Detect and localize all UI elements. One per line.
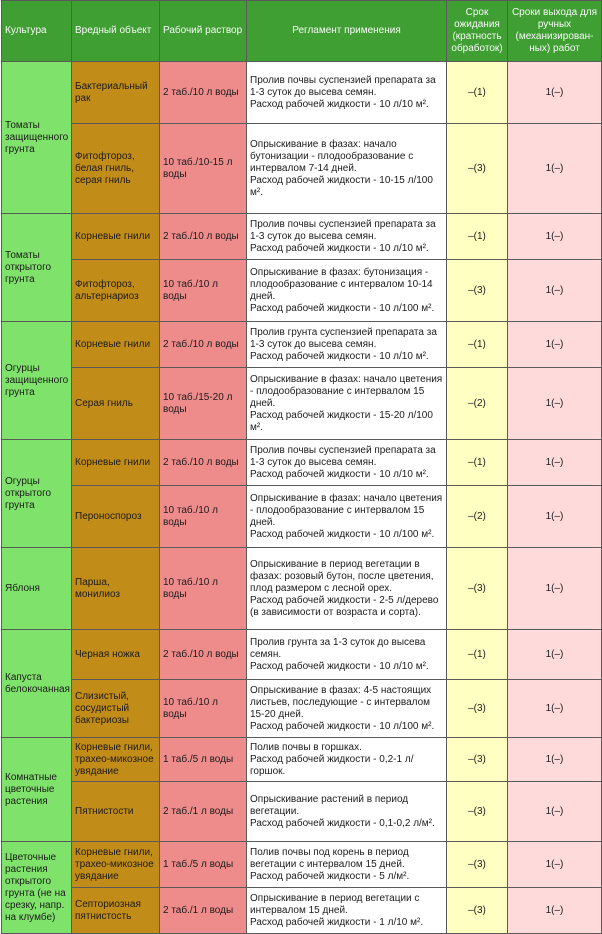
- regulation-line: Расход рабочей жидкости - 10 л/10 м².: [250, 468, 429, 480]
- regulation-line: Опрыскивание в период вегетации с интервалом 15 дней.: [250, 892, 420, 916]
- pest-cell: Корневые гнили: [72, 214, 160, 260]
- regulation-line: Опрыскивание в фазах: начало цветения - плодообразование с интервалом 15 дней.: [250, 373, 443, 409]
- regulation-line: Расход рабочей жидкости - 10 л/10 м².: [250, 242, 429, 254]
- pest-cell: Корневые гнили: [72, 322, 160, 368]
- pest-cell: Пероноспороз: [72, 486, 160, 548]
- waiting-cell: –(1): [447, 630, 508, 680]
- regulation-cell: [247, 322, 447, 368]
- header-solution: Рабочий раствор: [160, 1, 247, 62]
- regulation-line: Пролив почвы суспензией препарата за 1-3 суток до высева семян.: [250, 444, 436, 468]
- waiting-cell: –(1): [447, 62, 508, 124]
- pest-cell: Слизистый, сосудистый бактериозы: [72, 680, 160, 738]
- solution-cell: 2 таб./10 л воды: [160, 62, 247, 124]
- culture-cell: Капуста белокочанная: [2, 630, 72, 738]
- regulation-cell: [247, 548, 447, 630]
- waiting-cell: –(3): [447, 548, 508, 630]
- header-row: [2, 1, 602, 62]
- pest-cell: Септориозная пятнистость: [72, 888, 160, 934]
- culture-cell: Огурцы открытого грунта: [2, 440, 72, 548]
- regulation-line: Расход рабочей жидкости - 1 л/10 м².: [250, 916, 424, 928]
- exit-cell: 1(–): [508, 782, 602, 842]
- waiting-cell: –(1): [447, 214, 508, 260]
- waiting-cell: –(2): [447, 368, 508, 440]
- table-row: [2, 260, 602, 322]
- solution-cell: 10 таб./10 л воды: [160, 260, 247, 322]
- regulation-line: Расход рабочей жидкости - 10 л/10 м².: [250, 350, 429, 362]
- pest-cell: Парша, монилиоз: [72, 548, 160, 630]
- pest-cell: Черная ножка: [72, 630, 160, 680]
- exit-cell: 1(–): [508, 260, 602, 322]
- solution-cell: 2 таб./1 л воды: [160, 888, 247, 934]
- regulation-line: Расход рабочей жидкости - 5 л/м².: [250, 870, 410, 882]
- table-row: [2, 62, 602, 124]
- waiting-cell: –(3): [447, 782, 508, 842]
- solution-cell: 2 таб./10 л воды: [160, 214, 247, 260]
- table-row: [2, 782, 602, 842]
- pest-cell: Корневые гнили, трахео-микозное увядание: [72, 842, 160, 888]
- regulation-cell: [247, 738, 447, 782]
- solution-cell: 2 таб./10 л воды: [160, 630, 247, 680]
- regulation-line: Расход рабочей жидкости - 10 л/10 м².: [250, 98, 429, 110]
- table-row: [2, 322, 602, 368]
- culture-cell: Огурцы защищенного грунта: [2, 322, 72, 440]
- waiting-cell: –(3): [447, 888, 508, 934]
- exit-cell: 1(–): [508, 486, 602, 548]
- pest-cell: Фитофтороз, альтернариоз: [72, 260, 160, 322]
- culture-cell: Томаты защищенного грунта: [2, 62, 72, 214]
- regulation-line: Полив почвы под корень в период вегетации с интервалом 15 дней.: [250, 846, 409, 870]
- regulation-line: Полив почвы в горшках.: [250, 741, 362, 753]
- regulation-cell: [247, 368, 447, 440]
- regulation-line: Пролив грунта за 1-3 суток до высева семян.: [250, 636, 426, 660]
- regulation-cell: [247, 440, 447, 486]
- table-row: [2, 888, 602, 934]
- pest-cell: Фитофтороз, белая гниль, серая гниль: [72, 124, 160, 214]
- culture-cell: Цветочные растения открытого грунта (не на срезку, напр. на клумбе): [2, 842, 72, 934]
- solution-cell: 10 таб./15-20 л воды: [160, 368, 247, 440]
- exit-cell: 1(–): [508, 548, 602, 630]
- regulation-line: Расход рабочей жидкости - 10-15 л/100 м².: [250, 174, 433, 198]
- treatment-table: [1, 0, 602, 934]
- regulation-line: Опрыскивание растений в период вегетации.: [250, 793, 409, 817]
- solution-cell: 10 таб./10-15 л воды: [160, 124, 247, 214]
- header-waiting: Срок ожидания (кратность обработок): [447, 1, 508, 62]
- regulation-line: Расход рабочей жидкости - 0,2-1 л/горшок.: [250, 753, 414, 777]
- regulation-line: Расход рабочей жидкости - 0,1-0,2 л/м².: [250, 817, 435, 829]
- culture-cell: Яблоня: [2, 548, 72, 630]
- pest-cell: Серая гниль: [72, 368, 160, 440]
- header-regulation: Регламент применения: [247, 1, 447, 62]
- header-culture: Культура: [2, 1, 72, 62]
- table-row: [2, 842, 602, 888]
- regulation-line: Опрыскивание в период вегетации в фазах: розовый бутон, после цветения, плод размером с лесной орех.: [250, 558, 434, 594]
- waiting-cell: –(2): [447, 486, 508, 548]
- table-row: [2, 548, 602, 630]
- regulation-cell: [247, 62, 447, 124]
- waiting-cell: –(3): [447, 260, 508, 322]
- regulation-cell: [247, 842, 447, 888]
- regulation-cell: [247, 486, 447, 548]
- solution-cell: 10 таб./10 л воды: [160, 548, 247, 630]
- exit-cell: 1(–): [508, 62, 602, 124]
- exit-cell: 1(–): [508, 738, 602, 782]
- table-row: [2, 738, 602, 782]
- regulation-line: Расход рабочей жидкости - 10 л/100 м².: [250, 720, 435, 732]
- exit-cell: 1(–): [508, 214, 602, 260]
- regulation-cell: [247, 214, 447, 260]
- regulation-cell: [247, 260, 447, 322]
- regulation-line: Расход рабочей жидкости - 10 л/100 м².: [250, 302, 435, 314]
- table-row: [2, 486, 602, 548]
- exit-cell: 1(–): [508, 440, 602, 486]
- pest-cell: Корневые гнили: [72, 440, 160, 486]
- table-row: [2, 368, 602, 440]
- exit-cell: 1(–): [508, 124, 602, 214]
- solution-cell: 1 таб./5 л воды: [160, 842, 247, 888]
- waiting-cell: –(3): [447, 738, 508, 782]
- regulation-line: Опрыскивание в фазах: начало бутонизации - плодообразование с интервалом 7-14 дней.: [250, 138, 414, 174]
- regulation-line: Расход рабочей жидкости - 2-5 л/дерево (в зависимости от возраста и сорта).: [250, 594, 439, 618]
- regulation-line: Опрыскивание в фазах: 4-5 настоящих листьев, последующие - с интервалом 15-20 дней.: [250, 684, 432, 720]
- regulation-cell: [247, 124, 447, 214]
- exit-cell: 1(–): [508, 680, 602, 738]
- table-row: [2, 440, 602, 486]
- regulation-line: Опрыскивание в фазах: бутонизация - плодообразование с интервалом 10-14 дней.: [250, 266, 433, 302]
- pest-cell: Бактериальный рак: [72, 62, 160, 124]
- header-exit: Сроки выхода для ручных (механизирован-ных) работ: [508, 1, 602, 62]
- regulation-line: Опрыскивание в фазах: начало цветения - плодообразование с интервалом 15 дней.: [250, 492, 443, 528]
- regulation-cell: [247, 782, 447, 842]
- waiting-cell: –(1): [447, 322, 508, 368]
- regulation-line: Расход рабочей жидкости - 10 л/10 м².: [250, 660, 429, 672]
- table-body: [2, 62, 602, 934]
- waiting-cell: –(3): [447, 842, 508, 888]
- regulation-line: Расход рабочей жидкости - 10 л/100 м².: [250, 528, 435, 540]
- regulation-line: Пролив почвы суспензией препарата за 1-3 суток до высева семян.: [250, 74, 436, 98]
- waiting-cell: –(1): [447, 440, 508, 486]
- exit-cell: 1(–): [508, 842, 602, 888]
- waiting-cell: –(3): [447, 680, 508, 738]
- regulation-line: Пролив почвы суспензией препарата за 1-3 суток до высева семян.: [250, 218, 436, 242]
- header-pest: Вредный объект: [72, 1, 160, 62]
- exit-cell: 1(–): [508, 888, 602, 934]
- solution-cell: 2 таб./10 л воды: [160, 440, 247, 486]
- pest-cell: Пятнистости: [72, 782, 160, 842]
- exit-cell: 1(–): [508, 368, 602, 440]
- solution-cell: 2 таб./10 л воды: [160, 322, 247, 368]
- regulation-cell: [247, 888, 447, 934]
- regulation-cell: [247, 630, 447, 680]
- solution-cell: 10 таб./10 л воды: [160, 680, 247, 738]
- regulation-cell: [247, 680, 447, 738]
- regulation-line: Пролив грунта суспензией препарата за 1-3 суток до высева семян.: [250, 326, 437, 350]
- culture-cell: Томаты открытого грунта: [2, 214, 72, 322]
- solution-cell: 2 таб./1 л воды: [160, 782, 247, 842]
- table-row: [2, 214, 602, 260]
- solution-cell: 10 таб./10 л воды: [160, 486, 247, 548]
- solution-cell: 1 таб./5 л воды: [160, 738, 247, 782]
- table-row: [2, 124, 602, 214]
- exit-cell: 1(–): [508, 630, 602, 680]
- exit-cell: 1(–): [508, 322, 602, 368]
- pest-cell: Корневые гнили, трахео-микозное увядание: [72, 738, 160, 782]
- table-row: [2, 680, 602, 738]
- waiting-cell: –(3): [447, 124, 508, 214]
- regulation-line: Расход рабочей жидкости - 15-20 л/100 м².: [250, 409, 433, 433]
- culture-cell: Комнатные цветочные растения: [2, 738, 72, 842]
- table-row: [2, 630, 602, 680]
